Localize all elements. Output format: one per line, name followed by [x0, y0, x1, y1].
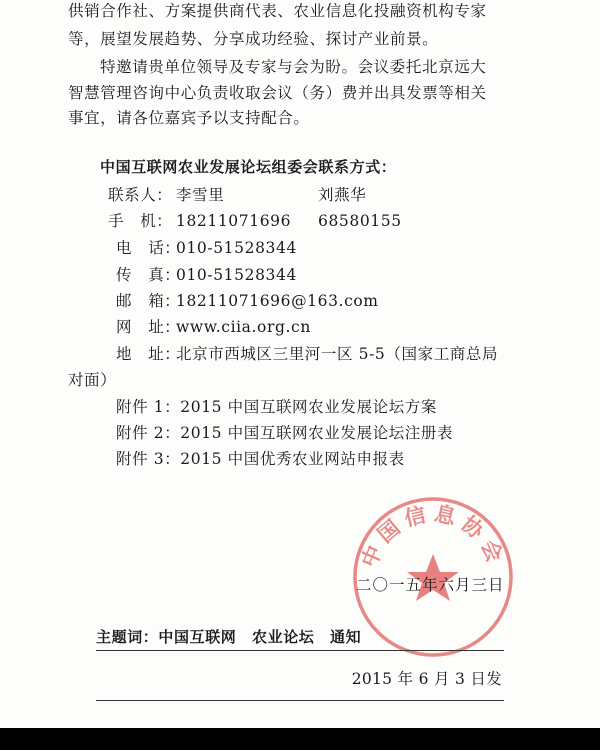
issue-date: 二〇一五年六月三日: [356, 576, 505, 594]
mobile-label: 手 机：: [108, 212, 173, 230]
email-value: 18211071696@163.com: [176, 292, 379, 310]
divider-bottom: [96, 700, 504, 701]
paragraph-1-line-1: 供销合作社、方案提供商代表、农业信息化投融资机构专家: [68, 2, 487, 20]
paragraph-2-line-1: 特邀请贵单位领导及专家与会为盼。会议委托北京远大: [100, 58, 487, 76]
divider-top: [96, 650, 504, 651]
email-label: 邮 箱：: [116, 292, 181, 310]
seal-text: 中国信息协会: [356, 501, 510, 571]
attachment-1: 附件 1：2015 中国互联网农业发展论坛方案: [116, 398, 437, 416]
subject-words: 主题词：中国互联网 农业论坛 通知: [96, 628, 362, 646]
paragraph-2-line-3: 事宜，请各位嘉宾予以支持配合。: [68, 109, 310, 127]
contact-heading: 中国互联网农业发展论坛组委会联系方式：: [100, 158, 397, 176]
mobile-2: 68580155: [318, 212, 402, 230]
address-label: 地 址：: [116, 345, 181, 363]
bottom-bar: [0, 728, 600, 750]
paragraph-1-line-2: 等，展望发展趋势、分享成功经验、探讨产业前景。: [68, 30, 439, 48]
website-label: 网 址：: [116, 318, 181, 336]
address-line-1: 北京市西城区三里河一区 5-5（国家工商总局: [176, 345, 499, 363]
phone-label: 电 话：: [116, 239, 181, 257]
website-value: www.ciia.org.cn: [176, 318, 311, 336]
phone-value: 010-51528344: [176, 239, 297, 257]
paragraph-2-line-2: 智慧管理咨询中心负责收取会议（务）费并出具发票等相关: [68, 84, 487, 102]
contact-person-2: 刘燕华: [318, 186, 367, 204]
attachment-2: 附件 2：2015 中国互联网农业发展论坛注册表: [116, 424, 454, 442]
attachment-3: 附件 3：2015 中国优秀农业网站申报表: [116, 450, 405, 468]
mobile-1: 18211071696: [176, 212, 292, 230]
contact-person-1: 李雪里: [176, 186, 225, 204]
footer-date: 2015 年 6 月 3 日发: [351, 670, 502, 688]
fax-value: 010-51528344: [176, 266, 297, 284]
fax-label: 传 真：: [116, 266, 181, 284]
contact-person-label: 联系人：: [108, 186, 173, 204]
address-line-2: 对面）: [68, 371, 117, 389]
